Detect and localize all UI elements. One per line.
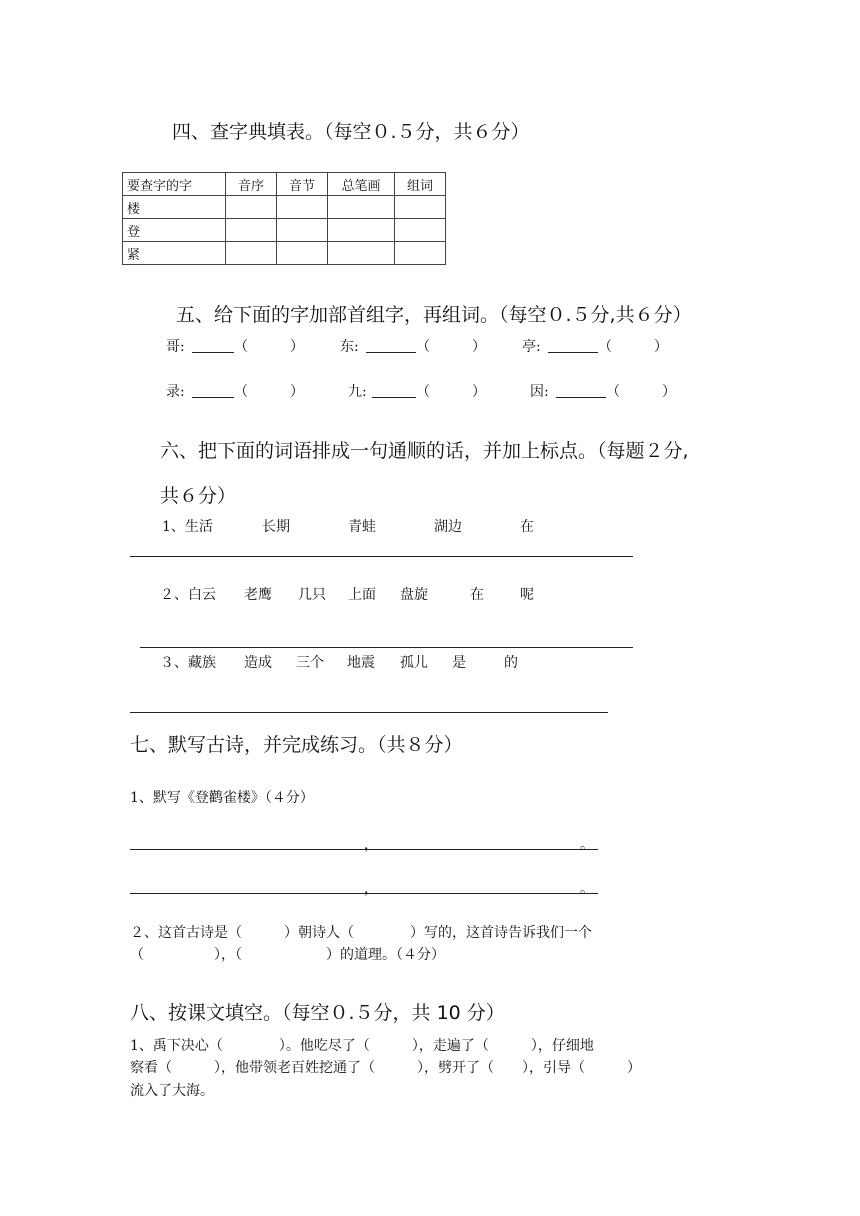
fill-line: 察看（ ），他带领老百姓挖通了（ ），劈开了（ ），引导（ ） (130, 1060, 641, 1076)
fill-line: 流入了大海。 (130, 1083, 214, 1099)
table-header-cell: 音序 (226, 173, 277, 196)
section5-title: 五、给下面的字加部首组字，再组词。（每空０.５分,共６分） (176, 304, 692, 326)
table-cell-blank[interactable] (277, 219, 328, 242)
table-cell-blank[interactable] (395, 196, 446, 219)
radical-item-paren: （ ） (606, 384, 676, 400)
section4-title: 四、查字典填表。（每空０.５分，共６分） (172, 121, 530, 143)
radical-item-char: 东: (340, 339, 359, 355)
word-item: 1、生活 (162, 519, 213, 535)
answer-line[interactable] (130, 712, 608, 713)
table-row (123, 242, 446, 265)
table-header-cell: 音节 (277, 173, 328, 196)
table-row (123, 196, 446, 219)
table-cell-blank[interactable] (226, 242, 277, 265)
radical-item-paren: （ ） (234, 339, 304, 355)
table-cell-char: 紧 (123, 242, 226, 265)
table-cell-char: 登 (123, 219, 226, 242)
word-item: 盘旋 (400, 587, 428, 603)
poem-question-2-cont: （ ），（ ）的道理。（４分） (130, 947, 445, 963)
dictionary-table (122, 172, 446, 265)
table-cell-blank[interactable] (328, 219, 395, 242)
word-item: 在 (470, 587, 484, 603)
answer-blank[interactable] (366, 352, 416, 353)
word-item: 长期 (262, 519, 290, 535)
radical-item-paren: （ ） (234, 384, 304, 400)
word-item: 上面 (348, 587, 376, 603)
answer-blank[interactable] (556, 397, 606, 398)
word-item: 是 (452, 655, 466, 671)
table-cell-blank[interactable] (226, 196, 277, 219)
radical-item-char: 哥: (166, 339, 185, 355)
word-item: 老鹰 (244, 587, 272, 603)
answer-blank[interactable] (372, 397, 416, 398)
table-cell-char: 楼 (123, 196, 226, 219)
table-cell-blank[interactable] (328, 242, 395, 265)
poem-comma: ， (364, 881, 378, 897)
radical-item-char: 录: (166, 384, 185, 400)
section7-title: 七、默写古诗，并完成练习。（共８分） (130, 734, 463, 756)
word-item: 造成 (244, 655, 272, 671)
word-item: 几只 (298, 587, 326, 603)
poem-question-2: ２、这首古诗是（ ）朝诗人（ ）写的，这首诗告诉我们一个 (130, 925, 592, 941)
radical-item-char: 因: (530, 384, 549, 400)
word-item: 青蛙 (348, 519, 376, 535)
radical-item-paren: （ ） (598, 339, 668, 355)
table-header-cell: 总笔画 (328, 173, 395, 196)
word-item: 孤儿 (400, 655, 428, 671)
answer-line[interactable] (140, 647, 633, 648)
word-item: 地震 (347, 655, 375, 671)
section6-title-cont: 共６分） (160, 485, 237, 507)
poem-comma: ， (364, 837, 378, 853)
table-cell-blank[interactable] (395, 219, 446, 242)
word-item: 湖边 (434, 519, 462, 535)
table-cell-blank[interactable] (328, 196, 395, 219)
radical-item-char: 九: (348, 384, 367, 400)
table-cell-blank[interactable] (226, 219, 277, 242)
section6-title: 六、把下面的词语排成一句通顺的话，并加上标点。（每题２分, (160, 440, 689, 462)
answer-line[interactable] (130, 556, 633, 557)
word-item: 的 (504, 655, 518, 671)
radical-item-char: 亭: (522, 339, 541, 355)
answer-blank[interactable] (548, 352, 598, 353)
answer-blank[interactable] (192, 352, 234, 353)
word-item: 呢 (520, 587, 534, 603)
poem-period: 。 (580, 881, 594, 897)
table-cell-blank[interactable] (277, 196, 328, 219)
fill-line: 1、禹下决心（ ）。他吃尽了（ ），走遍了（ ），仔细地 (130, 1038, 594, 1054)
answer-blank[interactable] (192, 397, 234, 398)
section8-title: 八、按课文填空。（每空０.５分，共 10 分） (130, 1002, 505, 1024)
table-cell-blank[interactable] (277, 242, 328, 265)
word-item: 在 (520, 519, 534, 535)
word-item: ３、藏族 (160, 655, 216, 671)
table-header-cell: 组词 (395, 173, 446, 196)
word-item: ２、白云 (160, 587, 216, 603)
word-item: 三个 (296, 655, 324, 671)
table-row (123, 219, 446, 242)
radical-item-paren: （ ） (416, 384, 486, 400)
poem-period: 。 (580, 837, 594, 853)
table-cell-blank[interactable] (395, 242, 446, 265)
poem-question: 1、默写《登鹳雀楼》（４分） (130, 790, 314, 806)
table-header-cell: 要查字的字 (123, 173, 226, 196)
radical-item-paren: （ ） (416, 339, 486, 355)
table-header-row (123, 173, 446, 196)
